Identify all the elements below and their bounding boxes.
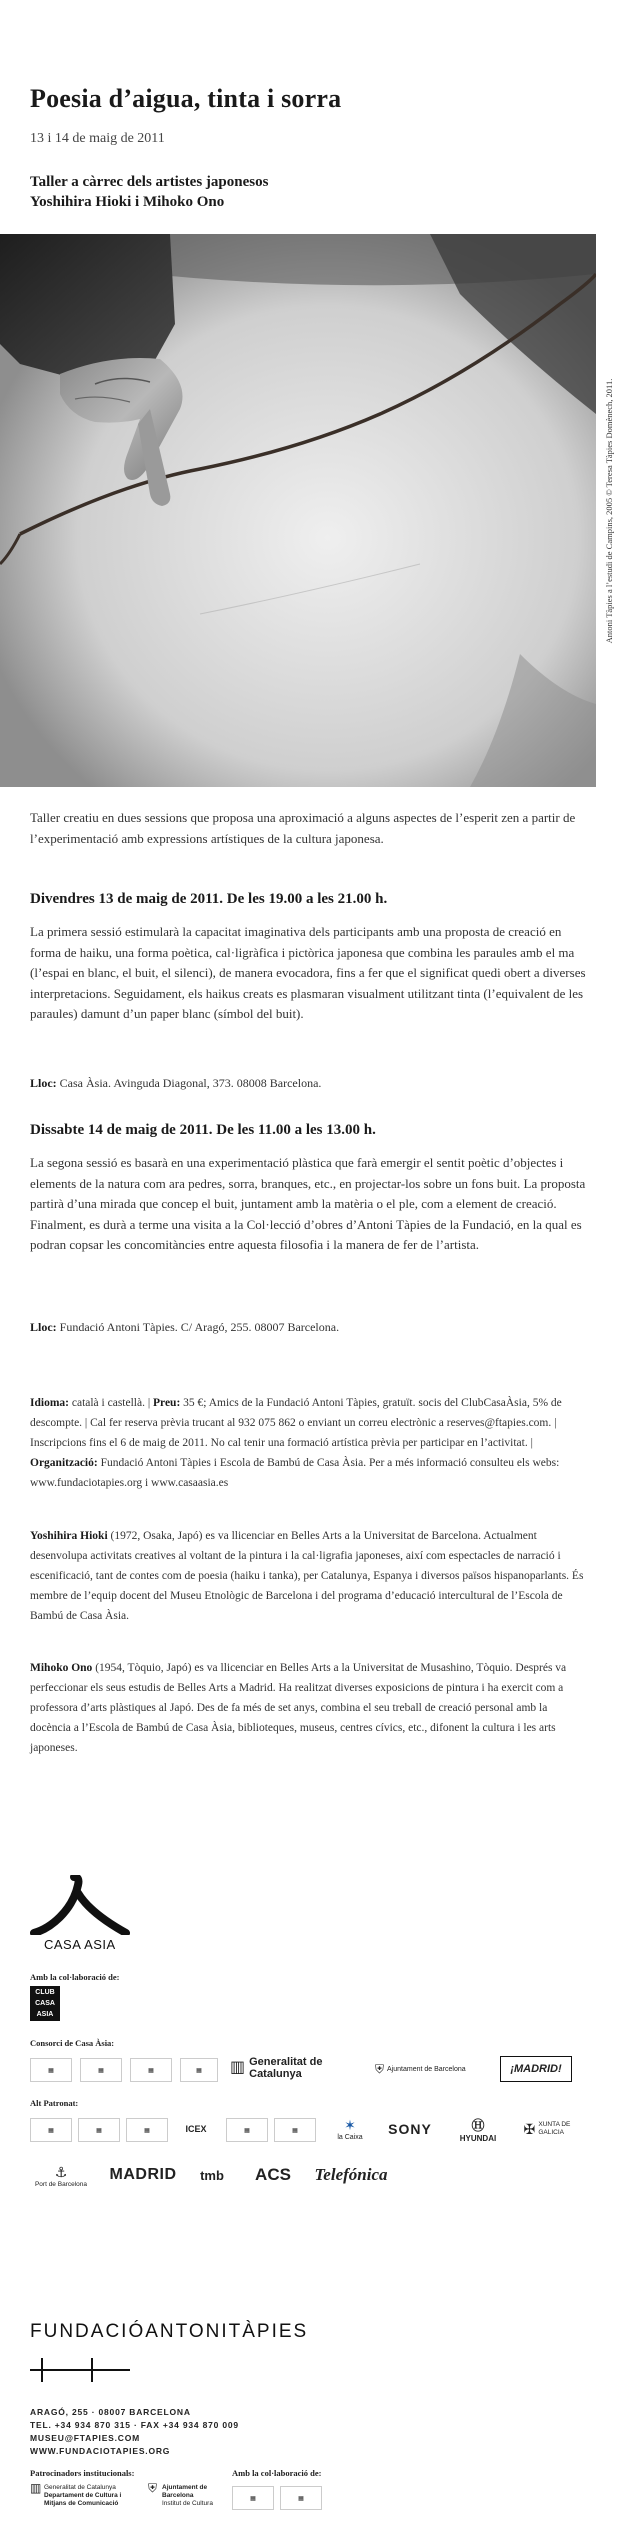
sony-logo[interactable] <box>380 2118 440 2140</box>
icex-text: ICEX <box>185 2124 207 2134</box>
generalitat-emblem-icon: ▥ <box>230 2059 246 2076</box>
bio-ono-name: Mihoko Ono <box>30 1662 93 1674</box>
ajuntament-emblem-icon: ⛨ <box>375 2061 385 2076</box>
hero-photo <box>0 234 596 787</box>
port-text: Port de Barcelona <box>34 2181 88 2188</box>
patron-ministry-logo-1[interactable]: ▦ <box>30 2118 72 2142</box>
patron-ministry-logo-2[interactable]: ▦ <box>78 2118 120 2142</box>
ajuntament-institut: Institut de Cultura <box>162 2500 213 2507</box>
event-dates: 13 i 14 de maig de 2011 <box>30 131 165 146</box>
intro-paragraph: Taller creatiu en dues sessions que proposa una aproximació a alguns aspectes de l’esperit zen a partir de l’experimentació amb expressions artístiques de la cultura japonesa. <box>30 810 576 846</box>
page-title: Poesia d’aigua, tinta i sorra <box>30 84 342 113</box>
subtitle-line-2: Yoshihira Hioki i Mihoko Ono <box>30 194 225 210</box>
bio-hioki-name: Yoshihira Hioki <box>30 1530 108 1542</box>
footer-ministry-logo-2[interactable]: ▦ <box>280 2486 322 2510</box>
gencat-footer-logo[interactable] <box>30 2482 145 2518</box>
price-label: Preu: <box>153 1397 181 1409</box>
madrid-promo-logo[interactable] <box>108 2162 178 2188</box>
bio-ono-text: (1954, Tòquio, Japó) es va llicenciar en Belles Arts a la Universitat de Musashino, Tòquio. Després va perfeccionar els seus estudis de Belles Arts a Madrid. Ha realitzat diverses exposicions de pintura i ha exercit com a professora d’arts plàstiques al Japó. Des de fa més de set anys, combina el seu treball de creació personal amb la docència a l’Escola de Bambú de Casa Àsia, biblioteques, museus, centres cívics, etc., difonent la cultura i les arts japoneses. <box>30 1662 567 1754</box>
address-line-1: ARAGÓ, 255 · 08007 BARCELONA <box>30 2407 191 2417</box>
hyundai-logo[interactable] <box>448 2114 508 2144</box>
tmb-text: tmb <box>200 2167 224 2183</box>
session-1-place <box>30 1076 321 1091</box>
port-emblem-icon: ⚓ <box>54 2164 68 2180</box>
casa-asia-logo[interactable] <box>30 1875 130 1955</box>
ajuntament-text: Ajuntament de Barcelona <box>387 2065 466 2073</box>
subtitle-line-1: Taller a càrrec dels artistes japonesos <box>30 174 269 190</box>
address-website[interactable]: WWW.FUNDACIOTAPIES.ORG <box>30 2446 171 2456</box>
session-2-place-text: Fundació Antoni Tàpies. C/ Aragó, 255. 08007 Barcelona. <box>59 1320 340 1334</box>
session-1-place-text: Casa Àsia. Avinguda Diagonal, 373. 08008 Barcelona. <box>59 1076 322 1090</box>
xunta-text: XUNTA DE GALICIA <box>538 2121 571 2136</box>
patronat-logos-row-1 <box>30 2112 590 2146</box>
bio-hioki-text: (1972, Osaka, Japó) es va llicenciar en Belles Arts a la Universitat de Barcelona. Actualment desenvolupa activitats creatives al voltant de la pintura i la cal·ligrafia japoneses, així com espectacles de narració i escenificació, tant de contes com de poesia (haiku i tanka), per Catalunya, Espanya i diversos països hispanoparlants. És membre de l’equip docent del Museu Etnològic de Barcelona i del programa d’educació intercultural de l’Escola de Bambú de Casa Àsia. <box>30 1530 584 1622</box>
session-2-body: La segona sessió es basarà en una experimentació plàstica que farà emergir el sentit poètic d’objectes i elements de la natura com ara pedres, sorra, branques, etc., en projectar-los sobre un fons buit. La proposta partirà d’una mirada que concep el buit, juntament amb la matèria o el ple, com a element de creació. Finalment, es durà a terme una visita a la Col·lecció d’obres d’Antoni Tàpies de la Fundació, en la qual es podran copsar les concomitàncies entre aquesta filosofia i la manera de fer de l’artista. <box>30 1155 586 1252</box>
photo-credit-text: Antoni Tàpies a l’estudi de Campins, 2005 © Teresa Tàpies Domènech, 2011. <box>603 378 614 643</box>
patron-ministry-logo-3[interactable]: ▦ <box>126 2118 168 2142</box>
org-label: Organització: <box>30 1457 98 1469</box>
ministry-logo-3[interactable]: ▦ <box>130 2058 172 2082</box>
session-1-place-label: Lloc: <box>30 1076 57 1090</box>
ajuntament-footer-emblem-icon: ⛨ <box>148 2481 158 2495</box>
footer-collab-label: Amb la col·laboració de: <box>232 2468 322 2478</box>
icex-logo[interactable] <box>174 2118 218 2140</box>
telefonica-logo[interactable] <box>306 2160 396 2190</box>
hero-photo-illustration <box>0 234 596 787</box>
org-text: Fundació Antoni Tàpies i Escola de Bambú de Casa Àsia. Per a més informació consulteu els webs: www.fundaciotapies.org i www.casaasia.es <box>30 1457 560 1489</box>
consorci-logos <box>30 2054 590 2082</box>
patronat-logos-row-2 <box>30 2158 590 2194</box>
acs-text: ACS <box>255 2165 291 2184</box>
port-barcelona-logo[interactable] <box>30 2158 92 2194</box>
la-caixa-logo[interactable] <box>330 2112 370 2146</box>
tapies-cross-symbol <box>30 2356 130 2384</box>
club-line-2: CASA <box>35 2000 55 2007</box>
club-casa-asia-logo[interactable] <box>30 1986 60 2021</box>
ministry-logo-1[interactable]: ▦ <box>30 2058 72 2082</box>
tapies-cross-icon <box>30 2356 130 2384</box>
casa-asia-wordmark: CASA ASIA <box>44 1937 116 1952</box>
session-2-place <box>30 1320 339 1335</box>
sony-text: SONY <box>388 2121 432 2137</box>
club-line-1: CLUB <box>35 1989 55 1996</box>
session-2-heading: Dissabte 14 de maig de 2011. De les 11.00 a les 13.00 h. <box>30 1122 376 1138</box>
ajuntament-footer-name: Ajuntament de Barcelona <box>162 2484 208 2499</box>
ajuntament-footer-logo[interactable] <box>148 2482 228 2518</box>
madrid-promo-text: MADRID <box>109 2166 177 2183</box>
generalitat-logo[interactable] <box>230 2054 360 2082</box>
tmb-logo[interactable] <box>190 2160 234 2190</box>
address-email[interactable]: MUSEU@FTAPIES.COM <box>30 2433 141 2443</box>
workshop-subtitle <box>30 172 268 212</box>
telefonica-text: Telefónica <box>314 2165 388 2184</box>
lang-label: Idioma: <box>30 1397 69 1409</box>
xunta-emblem-icon: ✠ <box>523 2121 536 2137</box>
session-2-place-label: Lloc: <box>30 1320 57 1334</box>
generalitat-text: Generalitat de Catalunya <box>249 2056 323 2080</box>
photo-credit <box>597 234 620 787</box>
footer-address <box>30 2406 239 2458</box>
gencat-name: Generalitat de Catalunya <box>44 2484 116 2491</box>
la-caixa-star-icon: ✶ <box>344 2117 356 2133</box>
gencat-dept: Departament de Cultura i Mitjans de Comunicació <box>44 2492 122 2507</box>
address-line-2: TEL. +34 934 870 315 · FAX +34 934 870 009 <box>30 2420 239 2430</box>
hyundai-text: HYUNDAI <box>459 2134 497 2143</box>
gencat-emblem-icon: ▥ <box>30 2481 42 2495</box>
madrid-logo[interactable] <box>500 2056 572 2082</box>
patron-ministry-logo-4[interactable]: ▦ <box>226 2118 268 2142</box>
session-1-body: La primera sessió estimularà la capacitat imaginativa dels participants amb una proposta de creació en forma de haiku, una forma poètica, cal·ligràfica i pictòrica japonesa que combina les paraules amb el ma (l’espai en blanc, el buit, el silenci), de manera evocadora, fins a fer que el significat quedi obert a diverses interpretacions. Seguidament, els haikus creats es plasmaran visualment utilitzant tinta (l’equivalent de les paraules) damunt d’un paper blanc (símbol del buit). <box>30 924 586 1021</box>
ministry-logo-2[interactable]: ▦ <box>80 2058 122 2082</box>
bio-hioki <box>30 1526 590 1626</box>
ministry-logo-4[interactable]: ▦ <box>180 2058 218 2082</box>
practical-info: Idioma: català i castellà. | Preu: 35 €; Amics de la Fundació Antoni Tàpies, gratuït. socis del ClubCasaÀsia, 5% de descompte. | Cal fer reserva prèvia trucant al 932 075 862 o enviant un correu electrònic a reserves@ftapies.com. | Inscripcions fins el 6 de maig de 2011. No cal tenir una formació artística prèvia per participar en l’activitat. | Organització: Fundació Antoni Tàpies i Escola de Bambú de Casa Àsia. Per a més informació consulteu els webs: www.fundaciotapies.org i www.casaasia.es <box>30 1397 562 1489</box>
session-1-heading: Divendres 13 de maig de 2011. De les 19.00 a les 21.00 h. <box>30 891 388 907</box>
club-line-3: ASIA <box>36 2011 54 2018</box>
lang-text: català i castellà. <box>71 1397 145 1409</box>
footer-ministry-logo-1[interactable]: ▦ <box>232 2486 274 2510</box>
xunta-logo[interactable] <box>516 2114 586 2144</box>
casa-asia-symbol-icon <box>30 1875 130 1935</box>
ajuntament-logo[interactable] <box>375 2058 485 2080</box>
patrocinadors-label: Patrocinadors institucionals: <box>30 2468 135 2478</box>
consorci-label: Consorci de Casa Àsia: <box>30 2038 115 2048</box>
collab-label: Amb la col·laboració de: <box>30 1972 120 1982</box>
madrid-text: ¡MADRID! <box>510 2063 562 2075</box>
la-caixa-text: la Caixa <box>337 2134 363 2141</box>
patron-ministry-logo-5[interactable]: ▦ <box>274 2118 316 2142</box>
patronat-label: Alt Patronat: <box>30 2098 79 2108</box>
bio-ono <box>30 1658 590 1758</box>
acs-logo[interactable] <box>248 2162 298 2188</box>
price-text: 35 €; Amics de la Fundació Antoni Tàpies, gratuït. socis del ClubCasaÀsia, 5% de descompte. | Cal fer reserva prèvia trucant al 932 075 862 o enviant un correu electrònic a reserves@ftapies.com. | Inscripcions fins el 6 de maig de 2011. No cal tenir una formació artística prèvia per participar en l’activitat. | <box>30 1397 562 1449</box>
hyundai-emblem-icon: Ⓗ <box>471 2118 485 2133</box>
fundacio-tapies-wordmark[interactable]: FUNDACIÓANTONITÀPIES <box>30 2321 309 2342</box>
